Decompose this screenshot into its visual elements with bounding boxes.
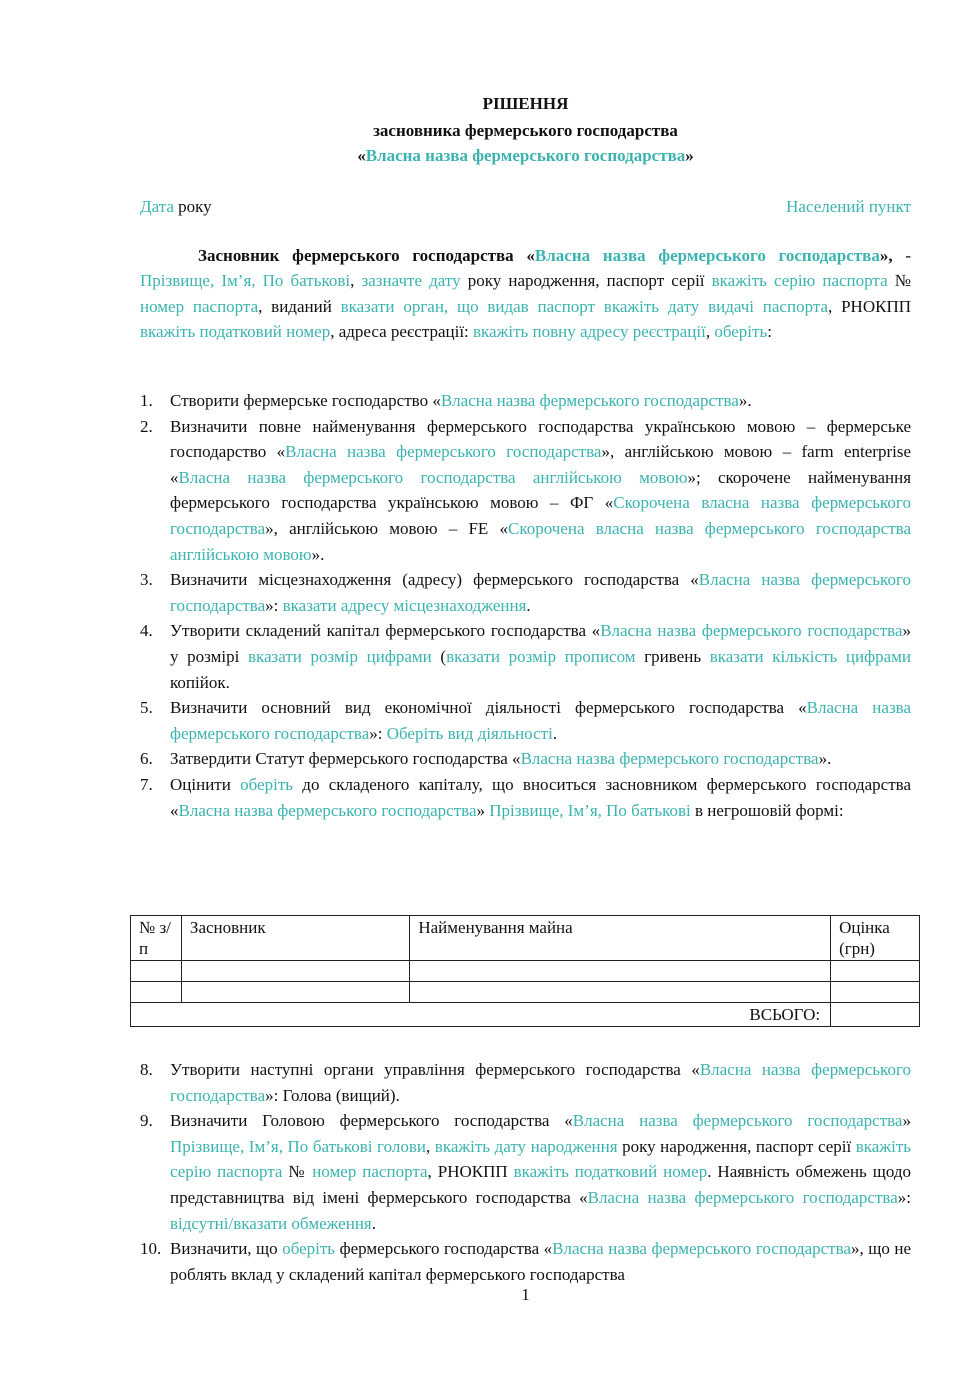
placeholder-field[interactable]: вказати розмір цифрами — [247, 646, 432, 666]
table-cell[interactable] — [831, 961, 920, 982]
list-item-text: », англійською мовою – farm enterprise « — [170, 442, 911, 487]
list-item-text: Утворити наступні органи управління фермерського господарства « — [170, 1060, 700, 1079]
page-number: 1 — [521, 1285, 530, 1304]
placeholder-field[interactable]: вказати адресу місцезнаходження — [282, 595, 527, 615]
list-item-text: », англійською мовою – FE « — [265, 518, 508, 538]
placeholder-field[interactable]: вкажіть податковий номер — [513, 1162, 708, 1182]
document-title: РІШЕННЯ — [482, 94, 569, 113]
list-item-number: 8. — [140, 1060, 153, 1079]
placeholder-field[interactable]: Прізвище, Ім’я, По батькові голови — [170, 1136, 426, 1156]
placeholder-field[interactable]: Власна назва фермерського господарства — [572, 1111, 903, 1131]
list-item — [140, 414, 911, 568]
list-item-text: Визначити основний вид економічної діяльності фермерського господарства « — [170, 698, 807, 718]
table-cell[interactable] — [410, 961, 831, 982]
placeholder-field[interactable]: відсутні/вказати обмеження — [170, 1213, 372, 1233]
list-item-text: копійок. — [170, 672, 230, 692]
placeholder-field[interactable]: Власна назва фермерського господарства — [552, 1239, 851, 1259]
col-founder-header: Засновник — [181, 916, 409, 961]
list-item-text: до складеного капіталу, що вноситься засновником фермерського господарства « — [170, 774, 911, 820]
table-cell[interactable] — [410, 982, 831, 1003]
table-total-row — [131, 1003, 920, 1027]
list-item-text: гривень — [635, 646, 710, 666]
placeholder-field[interactable]: оберіть — [240, 774, 294, 794]
list-item-text: »; скорочене найменування фермерського господарства українською мовою – ФГ « — [170, 467, 912, 513]
list-item-text: Визначити повне найменування фермерського господарства українською мовою – фермерське господарство « — [170, 416, 911, 462]
table-cell[interactable] — [131, 982, 182, 1003]
tax-number-placeholder[interactable]: вкажіть податковий номер — [140, 322, 331, 342]
table-row — [131, 961, 920, 982]
table-cell[interactable] — [131, 961, 182, 982]
list-item-text: року народження, паспорт серії — [617, 1136, 856, 1156]
date-placeholder[interactable]: Дата — [140, 197, 174, 216]
placeholder-field[interactable]: Власна назва фермерського господарства — [170, 698, 912, 743]
table-row — [131, 982, 920, 1003]
list-item-text: . — [526, 595, 531, 615]
placeholder-field[interactable]: вказати розмір прописом — [446, 646, 636, 666]
col-property-header: Найменування майна — [410, 916, 831, 961]
intro-paragraph: Засновник фермерського господарства «Власна назва фермерського господарства», - Прізвище, Ім’я, По батькові, зазначте дату року народження, паспорт серії вкажіть серію паспорта № номер паспорта, виданий вказати орган, що видав паспорт вкажіть дату видачі паспорта, РНОКПП вкажіть податковий номер, адреса реєстрації: вкажіть повну адресу реєстрації, оберіть: — [140, 246, 911, 342]
list-item-text: », що не роблять вклад у складений капітал фермерського господарства — [170, 1239, 911, 1284]
date-line: Дата року — [140, 197, 212, 216]
list-item-text: Створити фермерське господарство « — [170, 391, 441, 410]
total-label: ВСЬОГО: — [131, 1003, 831, 1027]
list-item-number: 2. — [140, 416, 153, 436]
placeholder-field[interactable]: Скорочена власна назва фермерського господарства — [170, 493, 911, 538]
placeholder-field[interactable]: Оберіть вид діяльності — [386, 723, 553, 743]
placeholder-field[interactable]: номер паспорта — [312, 1162, 428, 1182]
list-item — [140, 1057, 911, 1108]
table-cell[interactable] — [831, 982, 920, 1003]
place-placeholder[interactable]: Населений пункт — [786, 197, 911, 216]
list-item-text: Утворити складений капітал фермерського господарства « — [170, 621, 601, 641]
passport-issuer-placeholder[interactable]: вказати орган, що видав паспорт вкажіть дату видачі паспорта — [340, 296, 829, 316]
list-item-text: Визначити Головою фермерського господарства « — [170, 1111, 573, 1131]
fullname-placeholder[interactable]: Прізвище, Ім’я, По батькові — [140, 271, 351, 291]
placeholder-field[interactable]: Прізвище, Ім’я, По батькові — [489, 800, 691, 820]
total-value-cell[interactable] — [831, 1003, 920, 1027]
list-item-text: . — [371, 1213, 376, 1233]
placeholder-field[interactable]: оберіть — [282, 1239, 336, 1259]
passport-number-placeholder[interactable]: номер паспорта — [140, 296, 259, 316]
list-item-number: 1. — [140, 391, 153, 410]
list-item-text: , РНОКПП — [427, 1162, 514, 1182]
list-item-text: »: — [369, 723, 387, 743]
passport-series-placeholder[interactable]: вкажіть серію паспорта — [711, 271, 888, 291]
date-place-row — [140, 197, 911, 217]
farm-name-heading: «Власна назва фермерського господарства» — [357, 146, 694, 165]
choose-placeholder[interactable]: оберіть — [714, 322, 768, 342]
col-value-header: Оцінка (грн) — [831, 916, 920, 961]
list-item-text: Визначити, що — [170, 1239, 283, 1259]
table-header-row — [131, 916, 920, 961]
placeholder-field[interactable]: Власна назва фермерського господарства — [587, 1187, 898, 1207]
placeholder-field[interactable]: Власна назва фермерського господарства — [520, 749, 819, 769]
document-subtitle: засновника фермерського господарства — [373, 121, 678, 140]
list-item-text: . — [552, 723, 558, 743]
placeholder-field[interactable]: вкажіть дату народження — [434, 1136, 618, 1156]
decision-list-part-1 — [140, 388, 911, 823]
address-placeholder[interactable]: вкажіть повну адресу реєстрації — [473, 322, 706, 342]
placeholder-field[interactable]: вкажіть серію паспорта — [170, 1136, 912, 1182]
list-item — [140, 618, 911, 695]
list-item-text: ( — [431, 646, 447, 666]
list-item-number: 6. — [140, 749, 153, 769]
list-item-text: Затвердити Статут фермерського господарства « — [170, 749, 521, 769]
list-item-text: » — [902, 1111, 911, 1131]
list-item-text: »: — [265, 595, 283, 615]
list-item-number: 7. — [140, 774, 153, 794]
list-item — [140, 695, 911, 746]
col-number-header: № з/п — [131, 916, 182, 961]
list-item-text: ». — [311, 544, 325, 564]
list-item — [140, 1108, 911, 1236]
list-item — [140, 567, 911, 618]
list-item-number: 9. — [140, 1111, 153, 1131]
list-item-number: 4. — [140, 621, 153, 641]
placeholder-field[interactable]: Власна назва фермерського господарства — [170, 1060, 911, 1105]
list-item-text: ». — [738, 391, 752, 410]
placeholder-field[interactable]: вказати кількість цифрами — [709, 646, 911, 666]
table-cell[interactable] — [181, 982, 409, 1003]
list-item — [140, 746, 911, 772]
assets-table — [130, 915, 920, 1027]
list-item — [140, 388, 911, 414]
list-item-number: 10. — [140, 1239, 162, 1259]
list-item-number: 3. — [140, 570, 153, 590]
placeholder-field[interactable]: Власна назва фермерського господарства — [440, 391, 739, 410]
placeholder-field[interactable]: Власна назва фермерського господарства — [170, 570, 911, 615]
placeholder-field[interactable]: Власна назва фермерського господарства англійською мовою — [178, 467, 688, 487]
table-cell[interactable] — [181, 961, 409, 982]
list-item — [140, 1236, 911, 1287]
farm-name-placeholder[interactable]: Власна назва фермерського господарства — [365, 146, 686, 165]
list-item-text: Оцінити — [170, 774, 241, 794]
placeholder-field[interactable]: Власна назва фермерського господарства — [600, 621, 903, 641]
list-item-text: в негрошовій формі: — [690, 800, 844, 820]
placeholder-field[interactable]: Власна назва фермерського господарства — [178, 800, 477, 820]
farm-name-placeholder[interactable]: Власна назва фермерського господарства — [534, 246, 880, 265]
placeholder-field[interactable]: Власна назва фермерського господарства — [285, 442, 602, 462]
list-item-text: »: — [897, 1187, 911, 1207]
list-item-text: Визначити місцезнаходження (адресу) фермерського господарства « — [170, 570, 699, 590]
list-item-text: ». — [818, 749, 832, 769]
list-item-number: 5. — [140, 698, 153, 718]
list-item-text: »: Голова (вищий). — [265, 1085, 400, 1105]
list-item-text: . Наявність обмежень щодо представництва від імені фермерського господарства « — [170, 1162, 911, 1207]
decision-list-part-2 — [140, 1057, 911, 1287]
placeholder-field[interactable]: Скорочена власна назва фермерського господарства англійською мовою — [170, 518, 911, 564]
list-item-text: № — [282, 1162, 313, 1182]
birthdate-placeholder[interactable]: зазначте дату — [361, 271, 461, 291]
list-item-text: » — [476, 800, 490, 820]
list-item-text: фермерського господарства « — [335, 1239, 553, 1259]
list-item-text: » у розмірі — [170, 621, 911, 666]
list-item-text: , — [425, 1136, 435, 1156]
list-item — [140, 772, 911, 823]
